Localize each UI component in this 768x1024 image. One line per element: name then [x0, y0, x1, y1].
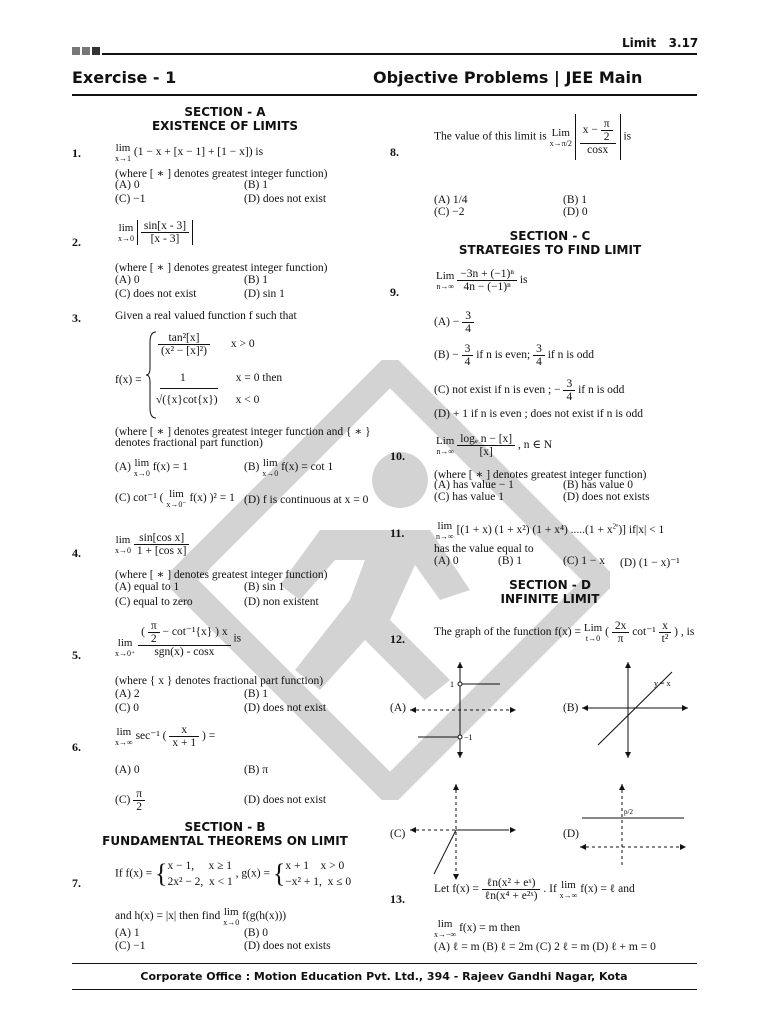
- q10-note: (where [ ∗ ] denotes greatest integer function): [434, 469, 647, 481]
- footer-text: Corporate Office : Motion Education Pvt. Ltd., 394 - Rajeev Gandhi Nagar, Kota: [140, 970, 628, 983]
- q2-option-d: (D) sin 1: [244, 288, 285, 300]
- q11-option-c: (C) 1 − x: [563, 555, 605, 567]
- header-decoration: [72, 46, 102, 58]
- q12-graph-a: [408, 660, 518, 760]
- footer-rule-top: [72, 963, 697, 964]
- q8-option-a: (A) 1/4: [434, 194, 468, 206]
- q8-option-d: (D) 0: [563, 206, 588, 218]
- q7-number: 7.: [72, 876, 81, 890]
- q1-option-a: (A) 0: [115, 179, 140, 191]
- q6-option-d: (D) does not exist: [244, 794, 327, 806]
- q2-expression: lim x→0 $\frac{\sin[x - 3]}{[x - 3]}$: [118, 220, 193, 245]
- q3-case3: √({x}cot{x}) x < 0: [156, 394, 260, 406]
- q12-b-label: y = x: [654, 679, 671, 688]
- q3-option-c: (C) cot⁻¹ ( lim x→0⁻ f(x) )² = 1: [115, 488, 235, 509]
- q7-option-a: (A) 1: [115, 927, 140, 939]
- q9-option-c: (C) not exist if n is even ; − $\frac{3}{4}$ if n is odd: [434, 378, 625, 403]
- q6-option-b: (B) π: [244, 764, 269, 776]
- q1-option-d: (D) does not exist: [244, 193, 327, 205]
- q10-option-b: (B) has value 0: [563, 479, 633, 491]
- q8-option-b: (B) 1: [563, 194, 587, 206]
- q2-number: 2.: [72, 235, 81, 249]
- q5-option-c: (C) 0: [115, 702, 139, 714]
- q9-option-a: (A) − $\frac{3}{4}$: [434, 310, 474, 335]
- section-b-heading: SECTION - B FUNDAMENTAL THEOREMS ON LIMIT: [102, 820, 348, 848]
- q12-label-d: (D): [563, 828, 579, 840]
- q12-graph-b: [580, 660, 690, 760]
- q3-note1: (where [ ∗ ] denotes greatest integer function and { ∗ }: [115, 426, 371, 438]
- q1-option-c: (C) −1: [115, 193, 146, 205]
- q9-option-b: (B) − $\frac{3}{4}$ if n is even; $\frac{3}{4}$ if n is odd: [434, 343, 595, 368]
- q3-number: 3.: [72, 311, 81, 325]
- q10-option-d: (D) does not exists: [563, 491, 650, 503]
- q3-intro: Given a real valued function f such that: [115, 310, 297, 322]
- q7-option-d: (D) does not exists: [244, 940, 331, 952]
- q10-option-c: (C) has value 1: [434, 491, 504, 503]
- q1-number: 1.: [72, 146, 81, 160]
- q8-number: 8.: [390, 145, 399, 159]
- q7-option-b: (B) 0: [244, 927, 268, 939]
- q6-option-c: (C) $\frac{\pi}{2}$: [115, 788, 145, 813]
- q3-brace: [146, 330, 158, 420]
- q13-expression: Let f(x) = $\frac{\text{ℓn(x² + eˣ)}}{\text{ℓn(x⁴ + e²ˣ)}}$ . If lim x→∞ f(x) = ℓ and: [434, 877, 635, 902]
- q3-option-b: (B) lim x→0 f(x) = cot 1: [244, 457, 334, 478]
- q6-option-a: (A) 0: [115, 764, 140, 776]
- q9-number: 9.: [390, 285, 399, 299]
- q12-label-a: (A): [390, 702, 406, 714]
- q12-d-label: p/2: [624, 808, 633, 816]
- q4-number: 4.: [72, 546, 81, 560]
- q2-note: (where [ ∗ ] denotes greatest integer function): [115, 262, 328, 274]
- q2-option-b: (B) 1: [244, 274, 268, 286]
- q13-number: 13.: [390, 892, 405, 906]
- q3-option-d: (D) f is continuous at x = 0: [244, 494, 369, 506]
- q2-option-a: (A) 0: [115, 274, 140, 286]
- q13-options: (A) ℓ = m (B) ℓ = 2m (C) 2 ℓ = m (D) ℓ + m = 0: [434, 941, 656, 953]
- q12-label-b: (B): [563, 702, 579, 714]
- q5-option-a: (A) 2: [115, 688, 140, 700]
- q12-a-minus: −1: [464, 733, 473, 742]
- q4-expression: lim x→0 $\frac{\text{sin[cos x]}}{\text{1 + [cos x]}}$: [115, 532, 189, 557]
- exercise-title: Exercise - 1: [72, 68, 177, 87]
- q4-option-b: (B) sin 1: [244, 581, 285, 593]
- q6-expression: lim x→∞ sec⁻¹ ( $\frac{x}{x + 1}$ ) =: [115, 724, 216, 749]
- q5-expression: lim x→0⁺ ( $\frac{\pi}{2}$ − cot⁻¹{x} ) x sgn(x) - cosx is: [115, 620, 242, 658]
- header-rule: [102, 53, 697, 55]
- q4-option-c: (C) equal to zero: [115, 596, 193, 608]
- section-c-heading: SECTION - C STRATEGIES TO FIND LIMIT: [458, 229, 642, 257]
- q10-expression: Lim n→∞ $\frac{\text{logₑ n − [x]}}{[x]}$ , n ∈ N: [436, 433, 553, 458]
- q3-case1: $\frac{\text{tan²[x]}}{\text{(x² − [x]²)}}$ x > 0: [158, 332, 255, 357]
- q12-a-one: 1: [450, 680, 454, 689]
- q12-number: 12.: [390, 632, 405, 646]
- page-header: Limit 3.17: [622, 36, 699, 50]
- q5-option-b: (B) 1: [244, 688, 268, 700]
- q4-note: (where [ ∗ ] denotes greatest integer function): [115, 569, 328, 581]
- q1-expression: lim x→1 (1 − x + [x − 1] + [1 − x]) is: [115, 142, 264, 163]
- q5-note: (where { x } denotes fractional part function): [115, 675, 324, 687]
- q11-option-d: (D) (1 − x)⁻¹: [620, 557, 680, 569]
- q11-option-a: (A) 0: [434, 555, 459, 567]
- q1-note: (where [ ∗ ] denotes greatest integer function): [115, 168, 328, 180]
- q7-expression: If f(x) = {x − 1, x ≥ 1 2x² − 2, x < 1 , g(x) = {x + 1 x > 0 −x² + 1, x ≤ 0: [115, 859, 352, 888]
- q4-option-a: (A) equal to 1: [115, 581, 180, 593]
- q12-expression: The graph of the function f(x) = Lim t→0 ( $\frac{2x}{\pi}$ cot⁻¹ $\frac{x}{\text{t²}}$ ) , is: [434, 620, 695, 645]
- q7-note: and h(x) = |x| then find lim x→0 f(g(h(x))): [115, 906, 287, 927]
- q12-label-c: (C): [390, 828, 406, 840]
- q3-case2: 1 x = 0 then: [180, 372, 283, 384]
- q11-line2: has the value equal to: [434, 543, 534, 555]
- q4-option-d: (D) non existent: [244, 596, 319, 608]
- q5-option-d: (D) does not exist: [244, 702, 327, 714]
- q3-fx-label: f(x) =: [115, 374, 142, 386]
- q5-number: 5.: [72, 648, 81, 662]
- q3-case-divider: [160, 388, 218, 389]
- q3-note2: denotes fractional part function): [115, 437, 263, 449]
- q1-option-b: (B) 1: [244, 179, 268, 191]
- q11-number: 11.: [390, 526, 405, 540]
- q7-option-c: (C) −1: [115, 940, 146, 952]
- q9-expression: Lim n→∞ $\frac{\text{−3n + (−1)ⁿ}}{\text{4n − (−1)ⁿ}}$ is: [436, 268, 528, 293]
- q10-number: 10.: [390, 449, 405, 463]
- title-rule: [72, 94, 697, 96]
- q8-expression: The value of this limit is Lim x→π/2 x − $\frac{\pi}{2}$ cosx is: [434, 114, 631, 160]
- q8-option-c: (C) −2: [434, 206, 465, 218]
- q11-expression: lim n→∞ [(1 + x) (1 + x²) (1 + x⁴) $.....(1 + x^{2^n})$] if|x| < 1: [436, 520, 665, 541]
- q12-graph-c: [408, 782, 518, 882]
- q2-option-c: (C) does not exist: [115, 288, 197, 300]
- subject-title: Objective Problems | JEE Main: [373, 68, 643, 87]
- q9-option-d: (D) + 1 if n is even ; does not exist if n is odd: [434, 408, 643, 420]
- q3-option-a: (A) lim x→0 f(x) = 1: [115, 457, 188, 478]
- footer-rule-bottom: [72, 989, 697, 990]
- q11-option-b: (B) 1: [498, 555, 522, 567]
- q6-number: 6.: [72, 740, 81, 754]
- section-a-heading: SECTION - A EXISTENCE OF LIMITS: [151, 105, 299, 133]
- q12-graph-d: [578, 782, 688, 867]
- q10-option-a: (A) has value − 1: [434, 479, 514, 491]
- q13-line2: lim x→−∞ f(x) = m then: [434, 918, 521, 939]
- section-d-heading: SECTION - D INFINITE LIMIT: [500, 578, 600, 606]
